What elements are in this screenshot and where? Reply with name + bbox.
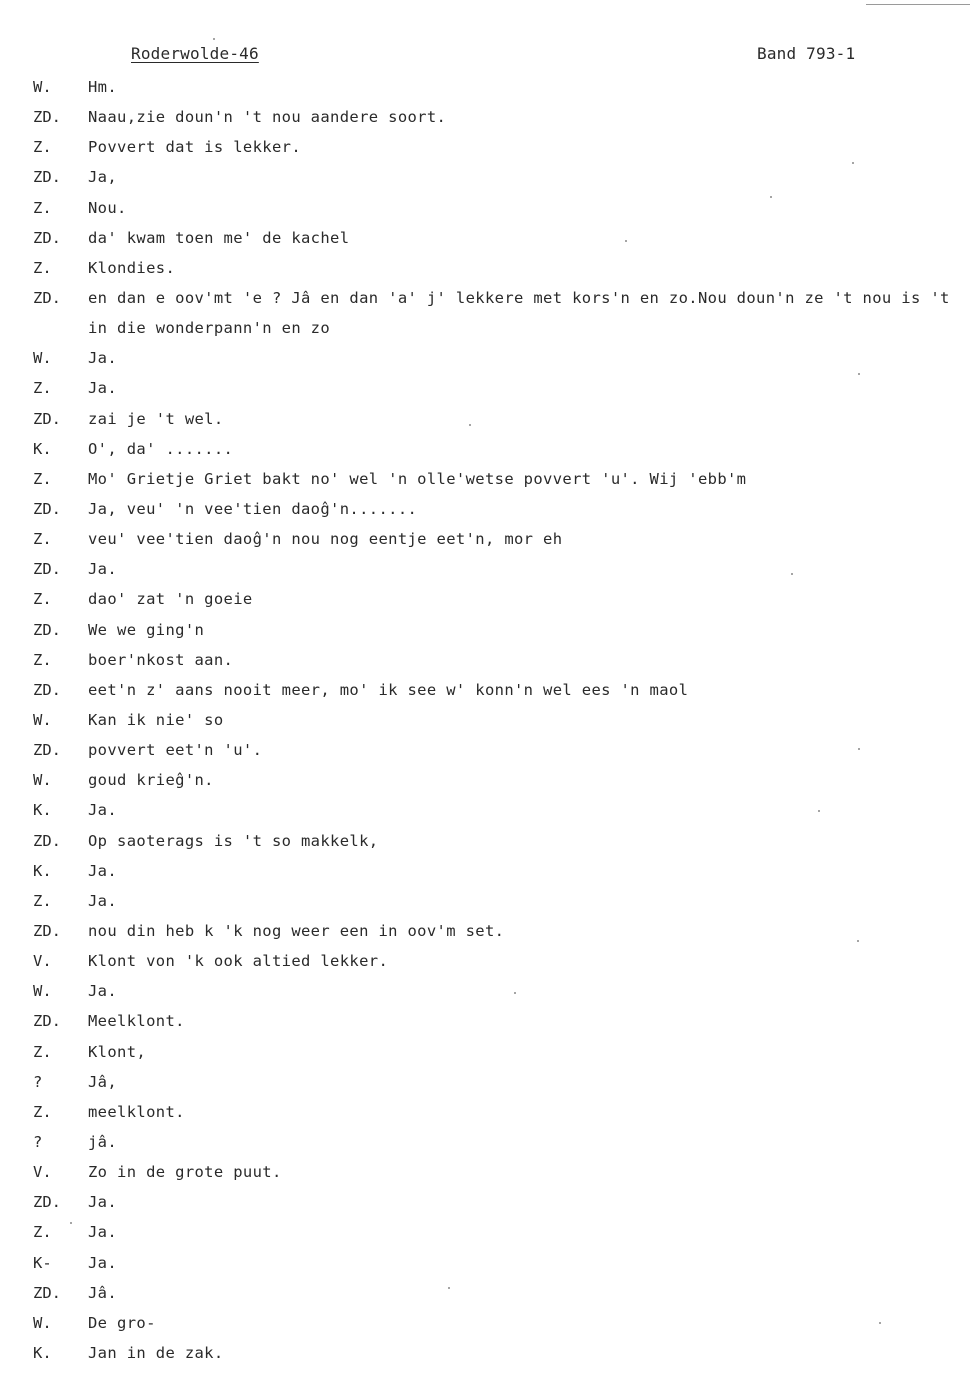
scan-speck — [858, 748, 860, 750]
transcript-line — [0, 494, 973, 524]
speaker-label: W. — [33, 982, 52, 1001]
utterance-text: nou din heb k 'k nog weer een in oov'm set. — [88, 921, 505, 940]
speaker-label: K. — [33, 439, 52, 458]
scan-speck — [514, 992, 516, 994]
utterance-text: Jan in de zak. — [88, 1343, 224, 1362]
transcript-line — [0, 1157, 973, 1187]
scan-speck — [858, 373, 860, 375]
speaker-label: Z. — [33, 650, 52, 669]
transcript-line — [0, 675, 973, 705]
utterance-text: Zo in de grote puut. — [88, 1163, 282, 1182]
utterance-text: Ja. — [88, 801, 118, 820]
transcript-line — [0, 253, 973, 283]
transcript-line — [0, 1127, 973, 1157]
utterance-text: povvert eet'n 'u'. — [88, 741, 263, 760]
utterance-text: Ja, — [88, 168, 118, 187]
transcript-line — [0, 434, 973, 464]
speaker-label: ? — [33, 1072, 43, 1091]
top-rule — [866, 4, 970, 5]
transcript-line — [0, 976, 973, 1006]
speaker-label: V. — [33, 952, 52, 971]
speaker-label: K. — [33, 801, 52, 820]
speaker-label: ? — [33, 1132, 43, 1151]
speaker-label: ZD. — [33, 288, 61, 307]
transcript-line — [0, 735, 973, 765]
speaker-label: K. — [33, 861, 52, 880]
speaker-label: W. — [33, 78, 52, 96]
utterance-text: O', da' ....... — [88, 439, 234, 458]
utterance-text: dao' zat 'n goeie — [88, 590, 253, 609]
transcript-line — [0, 645, 973, 675]
utterance-text: eet'n z' aans nooit meer, mo' ik see w' konn'n wel ees 'n maol — [88, 680, 689, 699]
scan-speck — [70, 1222, 72, 1224]
utterance-text: Op saoterags is 't so makkelk, — [88, 831, 379, 850]
utterance-text: Meelklont. — [88, 1012, 185, 1031]
speaker-label: ZD. — [33, 108, 61, 127]
transcript-line — [0, 524, 973, 554]
transcript-line — [0, 1067, 973, 1097]
transcript-line — [0, 705, 973, 735]
transcript-line — [0, 464, 973, 494]
scan-speck — [625, 240, 627, 242]
utterance-text: Ja. — [88, 982, 118, 1001]
transcript-line — [0, 554, 973, 584]
transcript-line — [0, 1278, 973, 1308]
speaker-label: W. — [33, 1313, 52, 1332]
transcript-line — [0, 1338, 973, 1368]
speaker-label: ZD. — [33, 620, 61, 639]
utterance-text: Ja. — [88, 1253, 118, 1272]
transcript-line — [0, 584, 973, 614]
utterance-text: Ja. — [88, 861, 118, 880]
utterance-text: zai je 't wel. — [88, 409, 224, 428]
speaker-label: K- — [33, 1253, 52, 1272]
utterance-text: Kan ik nie' so — [88, 710, 224, 729]
speaker-label: Z. — [33, 530, 52, 549]
transcript-line — [0, 946, 973, 976]
speaker-label: Z. — [33, 198, 52, 217]
utterance-text: meelklont. — [88, 1102, 185, 1121]
utterance-text: Povvert dat is lekker. — [88, 138, 301, 157]
speaker-label: Z. — [33, 1042, 52, 1061]
speaker-label: ZD. — [33, 741, 61, 760]
transcript-line — [0, 72, 973, 102]
utterance-text: Ja, veu' 'n vee'tien daoĝ'n....... — [88, 499, 418, 518]
speaker-label: Z. — [33, 1102, 52, 1121]
transcript-line — [0, 856, 973, 886]
utterance-text: Klont, — [88, 1042, 147, 1061]
scan-speck — [879, 1322, 881, 1324]
scan-speck — [852, 162, 854, 164]
speaker-label: ZD. — [33, 409, 61, 428]
speaker-label: Z. — [33, 138, 52, 157]
transcript-line — [0, 1248, 973, 1278]
scan-speck — [818, 810, 820, 812]
transcript-line — [0, 404, 973, 434]
utterance-text: Ja. — [88, 1193, 118, 1212]
transcript-line — [0, 193, 973, 223]
speaker-label: K. — [33, 1343, 52, 1362]
speaker-label: Z. — [33, 1223, 52, 1242]
transcript-line — [0, 765, 973, 795]
speaker-label: Z. — [33, 469, 52, 488]
utterance-text: veu' vee'tien daoĝ'n nou nog eentje eet'n, mor eh — [88, 530, 563, 549]
scan-speck — [857, 940, 859, 942]
scan-speck — [770, 196, 772, 198]
transcript-lines — [0, 72, 973, 1368]
scan-speck — [791, 573, 793, 575]
speaker-label: W. — [33, 349, 52, 368]
transcript-line — [0, 223, 973, 253]
speaker-label: ZD. — [33, 228, 61, 247]
speaker-label: ZD. — [33, 168, 61, 187]
transcript-line — [0, 826, 973, 856]
transcript-line — [0, 283, 973, 343]
scan-speck — [469, 424, 471, 426]
scan-speck — [213, 38, 215, 40]
transcript-line — [0, 373, 973, 403]
utterance-text: jâ. — [88, 1132, 118, 1151]
speaker-label: ZD. — [33, 921, 61, 940]
speaker-label: ZD. — [33, 499, 61, 518]
transcript-line — [0, 615, 973, 645]
transcript-line — [0, 343, 973, 373]
scan-speck — [448, 1287, 450, 1289]
transcript-line — [0, 162, 973, 192]
utterance-text: Naau,zie doun'n 't nou aandere soort. — [88, 108, 447, 127]
utterance-text: Hm. — [88, 78, 118, 96]
transcript-line — [0, 1006, 973, 1036]
utterance-text: boer'nkost aan. — [88, 650, 234, 669]
speaker-label: ZD. — [33, 1283, 61, 1302]
speaker-label: W. — [33, 710, 52, 729]
speaker-label: ZD. — [33, 560, 61, 579]
utterance-text: goud krieĝ'n. — [88, 771, 214, 790]
utterance-text: Ja. — [88, 349, 118, 368]
utterance-text: Ja. — [88, 379, 118, 398]
utterance-text: Ja. — [88, 560, 118, 579]
utterance-text: Ja. — [88, 891, 118, 910]
speaker-label: ZD. — [33, 1012, 61, 1031]
utterance-text: Jâ, — [88, 1072, 118, 1091]
utterance-text: We we ging'n — [88, 620, 205, 639]
utterance-text: Klondies. — [88, 258, 176, 277]
transcript-line — [0, 132, 973, 162]
utterance-text: en dan e oov'mt 'e ? Jâ en dan 'a' j' lekkere met kors'n en zo.Nou doun'n ze 't nou is 't in die wonderpann'n en zo — [88, 288, 960, 337]
utterance-text: Nou. — [88, 198, 127, 217]
utterance-text: De gro- — [88, 1313, 156, 1332]
utterance-text: Mo' Grietje Griet bakt no' wel 'n olle'wetse povvert 'u'. Wij 'ebb'm — [88, 469, 747, 488]
speaker-label: Z. — [33, 258, 52, 277]
utterance-text: da' kwam toen me' de kachel — [88, 228, 350, 247]
transcript-line — [0, 1187, 973, 1217]
transcript-line — [0, 916, 973, 946]
speaker-label: ZD. — [33, 1193, 61, 1212]
speaker-label: V. — [33, 1163, 52, 1182]
transcript-line — [0, 102, 973, 132]
utterance-text: Jâ. — [88, 1283, 118, 1302]
transcript-line — [0, 1217, 973, 1247]
speaker-label: Z. — [33, 590, 52, 609]
page-title: Roderwolde-46 — [131, 44, 259, 63]
speaker-label: Z. — [33, 891, 52, 910]
speaker-label: ZD. — [33, 831, 61, 850]
transcript-line — [0, 1037, 973, 1067]
transcript-line — [0, 1308, 973, 1338]
transcript-line — [0, 886, 973, 916]
speaker-label: Z. — [33, 379, 52, 398]
utterance-text: Ja. — [88, 1223, 118, 1242]
speaker-label: W. — [33, 771, 52, 790]
transcript-line — [0, 795, 973, 825]
speaker-label: ZD. — [33, 680, 61, 699]
utterance-text: Klont von 'k ook altied lekker. — [88, 952, 389, 971]
transcript-line — [0, 1097, 973, 1127]
band-number: Band 793-1 — [757, 44, 856, 63]
